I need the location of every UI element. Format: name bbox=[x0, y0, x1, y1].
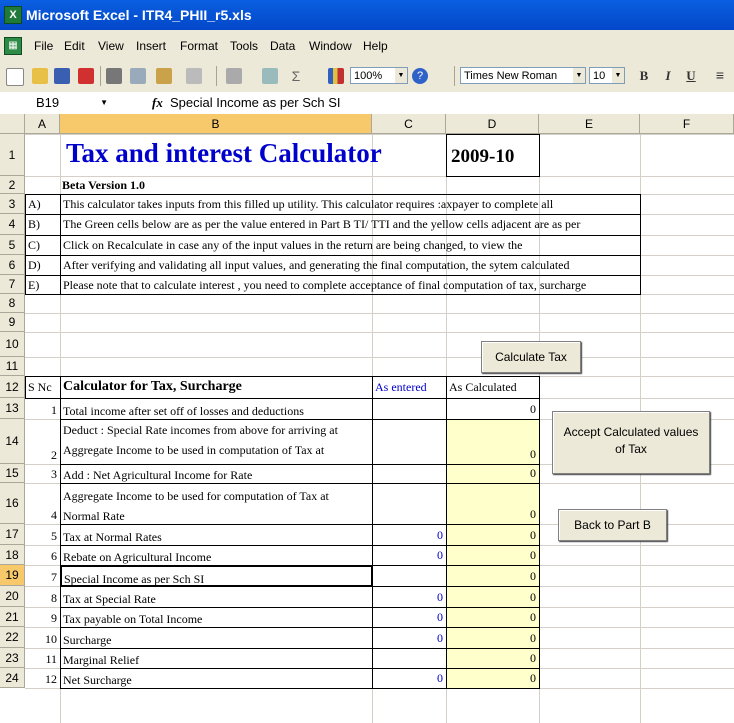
calculated-cell-border bbox=[446, 648, 540, 669]
entered-cell-border bbox=[372, 668, 447, 689]
back-to-part-b-button[interactable]: Back to Part B bbox=[558, 509, 667, 541]
entered-cell-border bbox=[372, 464, 447, 484]
grid-row-line bbox=[25, 313, 734, 314]
item-sno: 8 bbox=[51, 591, 57, 605]
entered-cell-border bbox=[372, 545, 447, 566]
row-header-22[interactable]: 22 bbox=[0, 627, 25, 648]
note-label-cell: C) bbox=[25, 235, 61, 256]
accept-calculated-values-button[interactable] bbox=[552, 411, 710, 474]
accept-button-label: Accept Calculated values bbox=[563, 425, 699, 439]
item-description-line: Tax payable on Total Income bbox=[63, 612, 203, 626]
row-header-13[interactable]: 13 bbox=[0, 398, 25, 419]
entered-cell-border bbox=[372, 398, 447, 420]
calculated-cell-border bbox=[446, 668, 540, 689]
calculated-cell-border bbox=[446, 586, 540, 608]
chevron-down-icon[interactable]: ▼ bbox=[395, 68, 407, 83]
row-header-12[interactable]: 12 bbox=[0, 376, 25, 398]
autosum-icon[interactable]: Σ bbox=[291, 68, 301, 84]
item-description-line: Net Surcharge bbox=[63, 673, 132, 687]
note-text-cell: After verifying and validating all input values, and generating the final computation, the sytem calculated bbox=[60, 255, 641, 276]
accept-button-label: of Tax bbox=[615, 442, 647, 456]
entered-cell-border bbox=[372, 586, 447, 608]
entered-cell-border bbox=[372, 627, 447, 649]
item-sno: 10 bbox=[45, 632, 57, 646]
note-text-cell: The Green cells below are as per the value entered in Part B TI/ TTI and the yellow cells adjacent are as per bbox=[60, 214, 641, 236]
version-label: Beta Version 1.0 bbox=[62, 178, 146, 192]
help-icon[interactable]: ? bbox=[412, 68, 428, 84]
item-calculated-value: 0 bbox=[530, 548, 536, 562]
toolbar-separator bbox=[454, 66, 455, 86]
year-cell: 2009-10 bbox=[446, 134, 540, 177]
print-preview-icon[interactable] bbox=[130, 68, 146, 84]
entered-cell-border bbox=[372, 524, 447, 546]
row-header-14[interactable]: 14 bbox=[0, 419, 25, 464]
name-box-value: B19 bbox=[36, 95, 60, 110]
formula-bar bbox=[0, 92, 734, 115]
calculated-cell-border bbox=[446, 398, 540, 420]
item-entered-value[interactable]: 0 bbox=[437, 610, 443, 624]
item-description[interactable] bbox=[60, 565, 373, 587]
item-description-line: Deduct : Special Rate incomes from above for arriving at bbox=[63, 423, 338, 437]
permission-icon[interactable] bbox=[78, 68, 94, 84]
item-entered-value[interactable]: 0 bbox=[437, 590, 443, 604]
new-icon[interactable] bbox=[6, 68, 24, 86]
calculate-tax-button[interactable]: Calculate Tax bbox=[481, 341, 581, 373]
row-header-15[interactable]: 15 bbox=[0, 464, 25, 483]
item-description bbox=[60, 524, 373, 546]
item-description-line: Total income after set off of losses and deductions bbox=[63, 404, 304, 418]
fx-icon[interactable]: fx bbox=[152, 95, 163, 110]
menu-tools[interactable]: Tools bbox=[230, 39, 259, 53]
save-icon[interactable] bbox=[54, 68, 70, 84]
item-entered-value[interactable]: 0 bbox=[437, 528, 443, 542]
item-sno: 5 bbox=[51, 529, 57, 543]
font-name-value: Times New Roman bbox=[464, 70, 558, 82]
item-entered-value[interactable]: 0 bbox=[437, 631, 443, 645]
row-header-3[interactable]: 3 bbox=[0, 194, 25, 214]
column-header-d[interactable]: D bbox=[446, 114, 539, 134]
name-box[interactable] bbox=[0, 94, 118, 112]
calculated-cell-border bbox=[446, 565, 540, 587]
note-label-cell: D) bbox=[25, 255, 61, 276]
item-description bbox=[60, 419, 373, 465]
item-sno: 12 bbox=[45, 672, 57, 686]
spelling-icon[interactable] bbox=[156, 68, 172, 84]
grid-row-line bbox=[25, 357, 734, 358]
italic-button[interactable]: I bbox=[665, 68, 671, 83]
grid-row-line bbox=[25, 332, 734, 333]
undo-icon[interactable] bbox=[226, 68, 242, 84]
item-calculated-value: 0 bbox=[530, 466, 536, 480]
note-text-cell: Please note that to calculate interest , you need to complete acceptance of final computation of tax, surcharge bbox=[60, 275, 641, 295]
entered-cell-border bbox=[372, 419, 447, 465]
zoom-select[interactable] bbox=[350, 67, 408, 84]
column-header-b[interactable]: B bbox=[60, 114, 372, 134]
calculated-cell-border bbox=[446, 483, 540, 525]
item-calculated-value: 0 bbox=[530, 569, 536, 583]
row-header-19[interactable]: 19 bbox=[0, 565, 25, 586]
menu-window[interactable]: Window bbox=[309, 39, 352, 53]
item-calculated-value: 0 bbox=[530, 651, 536, 665]
zoom-value: 100% bbox=[354, 70, 383, 82]
item-description bbox=[60, 607, 373, 628]
menu-format[interactable]: Format bbox=[180, 39, 219, 53]
excel-app-icon[interactable]: X bbox=[4, 6, 22, 24]
calculated-cell-border bbox=[446, 464, 540, 484]
row-header-20[interactable]: 20 bbox=[0, 586, 25, 607]
item-entered-value[interactable]: 0 bbox=[437, 548, 443, 562]
open-icon[interactable] bbox=[32, 68, 48, 84]
item-description-line: Rebate on Agricultural Income bbox=[63, 550, 212, 564]
chart-wizard-icon[interactable] bbox=[328, 68, 344, 84]
item-description bbox=[60, 648, 373, 669]
column-header-c[interactable]: C bbox=[372, 114, 446, 134]
font-size-value: 10 bbox=[593, 70, 606, 82]
calculated-cell-border bbox=[446, 545, 540, 566]
toolbar-separator bbox=[100, 66, 101, 86]
item-sno: 11 bbox=[45, 652, 57, 666]
calculated-cell-border bbox=[446, 419, 540, 465]
menu-view[interactable]: View bbox=[98, 39, 124, 53]
as-entered-header: As entered bbox=[372, 376, 447, 399]
item-calculated-value: 0 bbox=[530, 671, 536, 685]
row-header-9[interactable]: 9 bbox=[0, 313, 25, 332]
item-calculated-value: 0 bbox=[530, 507, 536, 521]
font-size-select[interactable] bbox=[589, 67, 625, 84]
item-sno: 1 bbox=[51, 403, 57, 417]
select-all-corner[interactable] bbox=[0, 114, 25, 134]
calculator-header: Calculator for Tax, Surcharge bbox=[60, 376, 373, 399]
note-label-cell: B) bbox=[25, 214, 61, 236]
row-header-24[interactable]: 24 bbox=[0, 668, 25, 688]
print-icon[interactable] bbox=[106, 68, 122, 84]
grid-row-line bbox=[25, 134, 734, 135]
row-header-11[interactable]: 11 bbox=[0, 357, 25, 376]
sno-header: S Nc bbox=[25, 376, 61, 399]
grid-row-line bbox=[25, 176, 734, 177]
as-calculated-header: As Calculated bbox=[446, 376, 540, 399]
chevron-down-icon[interactable]: ▼ bbox=[612, 68, 624, 83]
row-header-17[interactable]: 17 bbox=[0, 524, 25, 545]
column-header-e[interactable]: E bbox=[539, 114, 640, 134]
title-bar bbox=[0, 0, 734, 30]
item-description-line: Special Income as per Sch SI bbox=[64, 572, 205, 586]
chevron-down-icon[interactable]: ▼ bbox=[573, 68, 585, 83]
font-name-select[interactable] bbox=[460, 67, 586, 84]
entered-cell-border bbox=[372, 483, 447, 525]
align-left-icon[interactable]: ≡ bbox=[715, 67, 725, 83]
column-header-a[interactable]: A bbox=[25, 114, 60, 134]
menu-insert[interactable]: Insert bbox=[136, 39, 167, 53]
item-entered-value[interactable]: 0 bbox=[437, 671, 443, 685]
item-description-line: Surcharge bbox=[63, 633, 112, 647]
worksheet-grid[interactable] bbox=[0, 114, 734, 723]
row-header-5[interactable]: 5 bbox=[0, 235, 25, 255]
item-calculated-value: 0 bbox=[530, 528, 536, 542]
item-description bbox=[60, 464, 373, 484]
note-text-cell: Click on Recalculate in case any of the input values in the return are being changed, to view the bbox=[60, 235, 641, 256]
item-description bbox=[60, 586, 373, 608]
toolbar-separator bbox=[216, 66, 217, 86]
item-description bbox=[60, 545, 373, 566]
menu-help[interactable]: Help bbox=[363, 39, 388, 53]
calculated-cell-border bbox=[446, 627, 540, 649]
row-header-16[interactable]: 16 bbox=[0, 483, 25, 524]
row-header-23[interactable]: 23 bbox=[0, 648, 25, 668]
entered-cell-border bbox=[372, 648, 447, 669]
item-calculated-value: 0 bbox=[530, 590, 536, 604]
item-sno: 4 bbox=[51, 508, 57, 522]
item-description-line: Marginal Relief bbox=[63, 653, 140, 667]
bold-button[interactable]: B bbox=[639, 68, 649, 83]
column-header-f[interactable]: F bbox=[640, 114, 734, 134]
note-label-cell: E) bbox=[25, 275, 61, 295]
item-calculated-value: 0 bbox=[530, 631, 536, 645]
menu-file[interactable]: File bbox=[34, 39, 54, 53]
entered-cell-border bbox=[372, 607, 447, 628]
row-header-8[interactable]: 8 bbox=[0, 294, 25, 313]
calculated-cell-border bbox=[446, 607, 540, 628]
row-header-7[interactable]: 7 bbox=[0, 275, 25, 294]
item-sno: 7 bbox=[51, 570, 57, 584]
chevron-down-icon[interactable]: ▼ bbox=[100, 98, 108, 107]
cut-icon[interactable] bbox=[186, 68, 202, 84]
note-label-cell: A) bbox=[25, 194, 61, 215]
row-header-6[interactable]: 6 bbox=[0, 255, 25, 275]
item-description bbox=[60, 627, 373, 649]
item-description-line: Add : Net Agricultural Income for Rate bbox=[63, 468, 253, 482]
item-description bbox=[60, 398, 373, 420]
window-title: Microsoft Excel - ITR4_PHII_r5.xls bbox=[26, 7, 252, 23]
item-calculated-value: 0 bbox=[530, 402, 536, 416]
item-description bbox=[60, 483, 373, 525]
item-sno: 9 bbox=[51, 611, 57, 625]
item-sno: 6 bbox=[51, 549, 57, 563]
workbook-icon[interactable]: ▦ bbox=[4, 37, 22, 55]
hyperlink-icon[interactable] bbox=[262, 68, 278, 84]
item-sno: 3 bbox=[51, 467, 57, 481]
row-header-1[interactable]: 1 bbox=[0, 134, 25, 176]
formula-input[interactable]: Special Income as per Sch SI bbox=[170, 95, 341, 110]
standard-toolbar bbox=[0, 60, 734, 93]
row-header-2[interactable]: 2 bbox=[0, 176, 25, 194]
entered-cell-border bbox=[372, 565, 447, 587]
item-description bbox=[60, 668, 373, 689]
calculated-cell-border bbox=[446, 524, 540, 546]
row-header-18[interactable]: 18 bbox=[0, 545, 25, 565]
menu-edit[interactable]: Edit bbox=[64, 39, 85, 53]
item-sno: 2 bbox=[51, 448, 57, 462]
underline-button[interactable]: U bbox=[686, 68, 696, 83]
row-header-21[interactable]: 21 bbox=[0, 607, 25, 627]
row-header-10[interactable]: 10 bbox=[0, 332, 25, 357]
sheet-title: Tax and interest Calculator bbox=[66, 138, 382, 168]
menu-data[interactable]: Data bbox=[270, 39, 296, 53]
item-description-line: Tax at Normal Rates bbox=[63, 530, 162, 544]
note-text-cell: This calculator takes inputs from this filled up utility. This calculator requires :axpayer to complete all bbox=[60, 194, 641, 215]
item-description-line: Tax at Special Rate bbox=[63, 592, 156, 606]
item-calculated-value: 0 bbox=[530, 610, 536, 624]
item-description-line: Aggregate Income to be used in computation of Tax at bbox=[63, 443, 325, 457]
menu-bar bbox=[0, 30, 734, 61]
item-description-line: Aggregate Income to be used for computation of Tax at bbox=[63, 489, 329, 503]
row-header-4[interactable]: 4 bbox=[0, 214, 25, 235]
item-description-line: Normal Rate bbox=[63, 509, 125, 523]
item-calculated-value: 0 bbox=[530, 447, 536, 461]
